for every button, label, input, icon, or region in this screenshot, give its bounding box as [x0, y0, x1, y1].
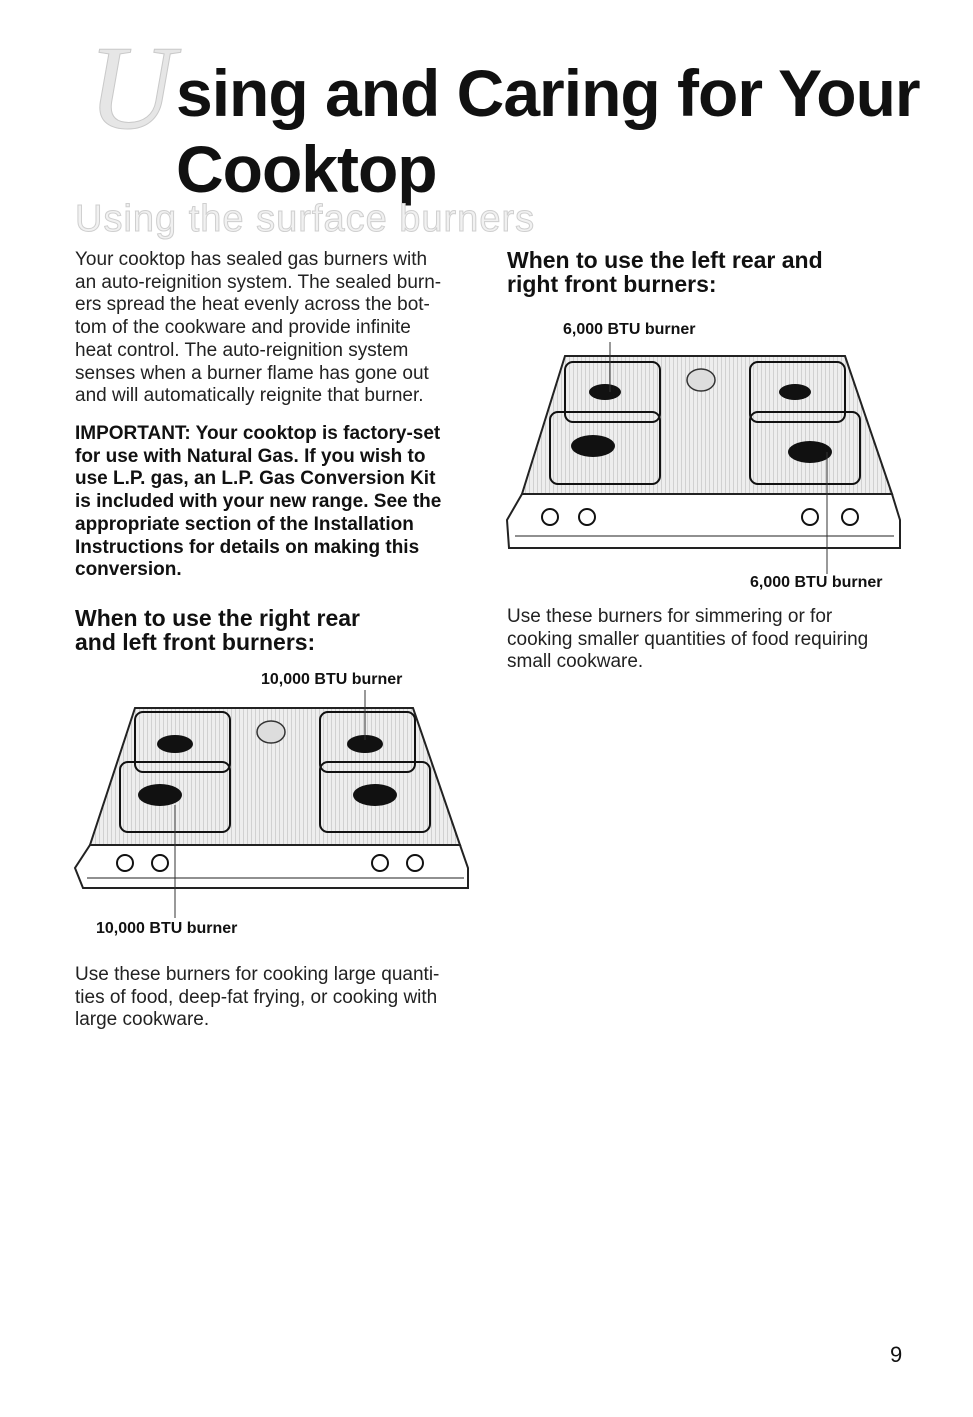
description-line: ties of food, deep-fat frying, or cooking with	[75, 986, 438, 1008]
intro-line: tom of the cookware and provide infinite	[75, 317, 411, 339]
heading-line: When to use the right rear	[75, 605, 360, 631]
heading-line: When to use the left rear and	[507, 247, 823, 273]
intro-line: Your cooktop has sealed gas burners with	[75, 249, 428, 270]
cooktop-illustration-left	[75, 700, 470, 920]
description-line: small cookware.	[507, 651, 644, 673]
intro-paragraph	[75, 249, 485, 408]
left-block-heading	[75, 606, 360, 654]
left-label-bottom: 10,000 BTU burner	[96, 920, 238, 937]
important-line: appropriate section of the Installation	[75, 513, 414, 535]
description-line: large cookware.	[75, 1009, 210, 1031]
important-line: use L.P. gas, an L.P. Gas Conversion Kit	[75, 468, 436, 490]
description-line: Use these burners for simmering or for	[507, 606, 833, 627]
heading-line: right front burners:	[507, 271, 717, 297]
intro-line: ers spread the heat evenly across the bot-	[75, 294, 430, 316]
right-description	[507, 606, 917, 674]
right-label-top: 6,000 BTU burner	[563, 321, 696, 338]
page-number: 9	[890, 1342, 903, 1367]
left-label-top: 10,000 BTU burner	[261, 671, 403, 688]
page-title-line-2: Cooktop	[176, 132, 437, 206]
intro-line: and will automatically reignite that burner.	[75, 385, 424, 407]
description-line: Use these burners for cooking large quanti-	[75, 964, 440, 985]
section-heading: Using the surface burners	[75, 198, 536, 240]
intro-line: senses when a burner flame has gone out	[75, 362, 429, 384]
important-line: Instructions for details on making this	[75, 536, 420, 558]
important-line: for use with Natural Gas. If you wish to	[75, 445, 426, 467]
intro-line: heat control. The auto-reignition system	[75, 339, 409, 361]
important-line: conversion.	[75, 559, 182, 581]
page-title-line-1: sing and Caring for Your	[176, 56, 920, 130]
right-block-heading	[507, 248, 823, 296]
left-description	[75, 964, 485, 1032]
important-line: IMPORTANT: Your cooktop is factory-set	[75, 423, 441, 444]
important-line: is included with your new range. See the	[75, 491, 442, 513]
right-label-bottom: 6,000 BTU burner	[750, 574, 883, 591]
cooktop-illustration-right	[505, 352, 902, 572]
important-notice	[75, 423, 485, 582]
description-line: cooking smaller quantities of food requiring	[507, 628, 869, 650]
intro-line: an auto-reignition system. The sealed burn-	[75, 271, 442, 293]
title-drop-cap: U	[88, 21, 175, 154]
heading-line: and left front burners:	[75, 629, 316, 655]
